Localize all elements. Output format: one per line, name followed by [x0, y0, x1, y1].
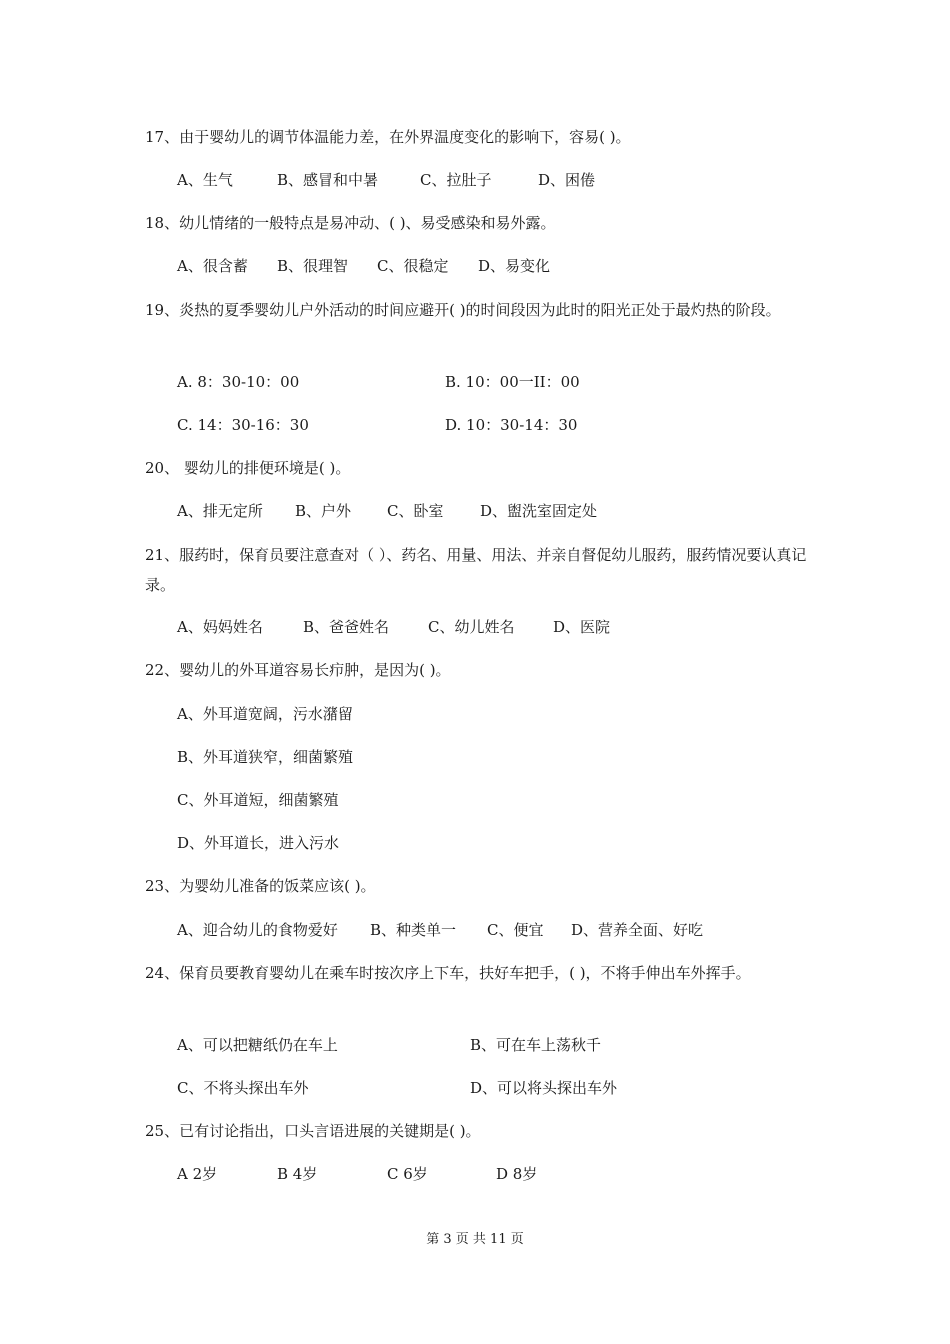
option-b: B、感冒和中暑	[277, 171, 379, 189]
option-b: B. 10：00一II：00	[445, 373, 580, 391]
option-b: B、种类单一	[370, 921, 457, 939]
option-a: A、外耳道宽阔，污水潴留	[177, 705, 353, 723]
question-19-stem: 19、炎热的夏季婴幼儿户外活动的时间应避开( )的时间段因为此时的阳光正处于最灼热的阶段。	[145, 301, 781, 319]
question-19-options-row2	[0, 415, 950, 435]
option-b: B、很理智	[277, 257, 349, 275]
option-a: A. 8：30-10：00	[177, 373, 300, 391]
option-b: B、户外	[295, 502, 352, 520]
option-c: C、不将头探出车外	[177, 1079, 309, 1097]
question-17-stem: 17、由于婴幼儿的调节体温能力差，在外界温度变化的影响下，容易( )。	[145, 128, 631, 146]
option-a: A 2岁	[177, 1165, 218, 1183]
question-17-options	[0, 170, 950, 190]
question-22-stem: 22、婴幼儿的外耳道容易长疖肿，是因为( )。	[145, 661, 451, 679]
option-c: C 6岁	[387, 1165, 428, 1183]
option-d: D、盥洗室固定处	[480, 502, 598, 520]
question-24-options-row2	[0, 1078, 950, 1098]
question-23-stem: 23、为婴幼儿准备的饭菜应该( )。	[145, 877, 376, 895]
option-a: A、迎合幼儿的食物爱好	[177, 921, 338, 939]
question-20-stem: 20、 婴幼儿的排便环境是( )。	[145, 459, 351, 477]
option-d: D、可以将头探出车外	[470, 1079, 618, 1097]
question-25-options	[0, 1164, 950, 1184]
question-25-stem: 25、已有讨论指出，口头言语进展的关键期是( )。	[145, 1122, 481, 1140]
question-18-options	[0, 256, 950, 276]
option-d: D、易变化	[478, 257, 551, 275]
page-number-footer: 第 3 页 共 11 页	[426, 1232, 524, 1247]
option-d: D、医院	[553, 618, 611, 636]
question-18-stem: 18、幼儿情绪的一般特点是易冲动、( )、易受感染和易外露。	[145, 214, 556, 232]
option-d: D. 10：30-14：30	[445, 416, 578, 434]
option-d: D 8岁	[496, 1165, 538, 1183]
question-24-stem: 24、保育员要教育婴幼儿在乘车时按次序上下车，扶好车把手，( )，不将手伸出车外挥手。	[145, 964, 751, 982]
option-b: B 4岁	[277, 1165, 318, 1183]
option-a: A、生气	[177, 171, 233, 189]
option-c: C、便宜	[487, 921, 544, 939]
option-d: D、困倦	[538, 171, 596, 189]
option-c: C、幼儿姓名	[428, 618, 515, 636]
option-b: B、外耳道狭窄，细菌繁殖	[177, 748, 354, 766]
option-a: A、排无定所	[177, 502, 263, 520]
question-21-stem: 21、服药时，保育员要注意查对（ ）、药名、用量、用法、并亲自督促幼儿服药，服药情况要认真记录。	[145, 546, 807, 594]
question-23-options	[0, 920, 950, 940]
option-d: D、营养全面、好吃	[571, 921, 704, 939]
option-b: B、爸爸姓名	[303, 618, 390, 636]
option-c: C、卧室	[387, 502, 444, 520]
option-c: C、很稳定	[377, 257, 449, 275]
option-a: A、可以把糖纸仍在车上	[177, 1036, 338, 1054]
option-a: A、很含蓄	[177, 257, 248, 275]
option-c: C、拉肚子	[420, 171, 492, 189]
option-a: A、妈妈姓名	[177, 618, 263, 636]
question-21-options	[0, 617, 950, 637]
question-24-options-row1	[0, 1035, 950, 1055]
question-19-options-row1	[0, 372, 950, 392]
question-20-options	[0, 501, 950, 521]
option-c: C. 14：30-16：30	[177, 416, 309, 434]
option-c: C、外耳道短，细菌繁殖	[177, 791, 339, 809]
option-b: B、可在车上荡秋千	[470, 1036, 602, 1054]
option-d: D、外耳道长，进入污水	[177, 834, 340, 852]
